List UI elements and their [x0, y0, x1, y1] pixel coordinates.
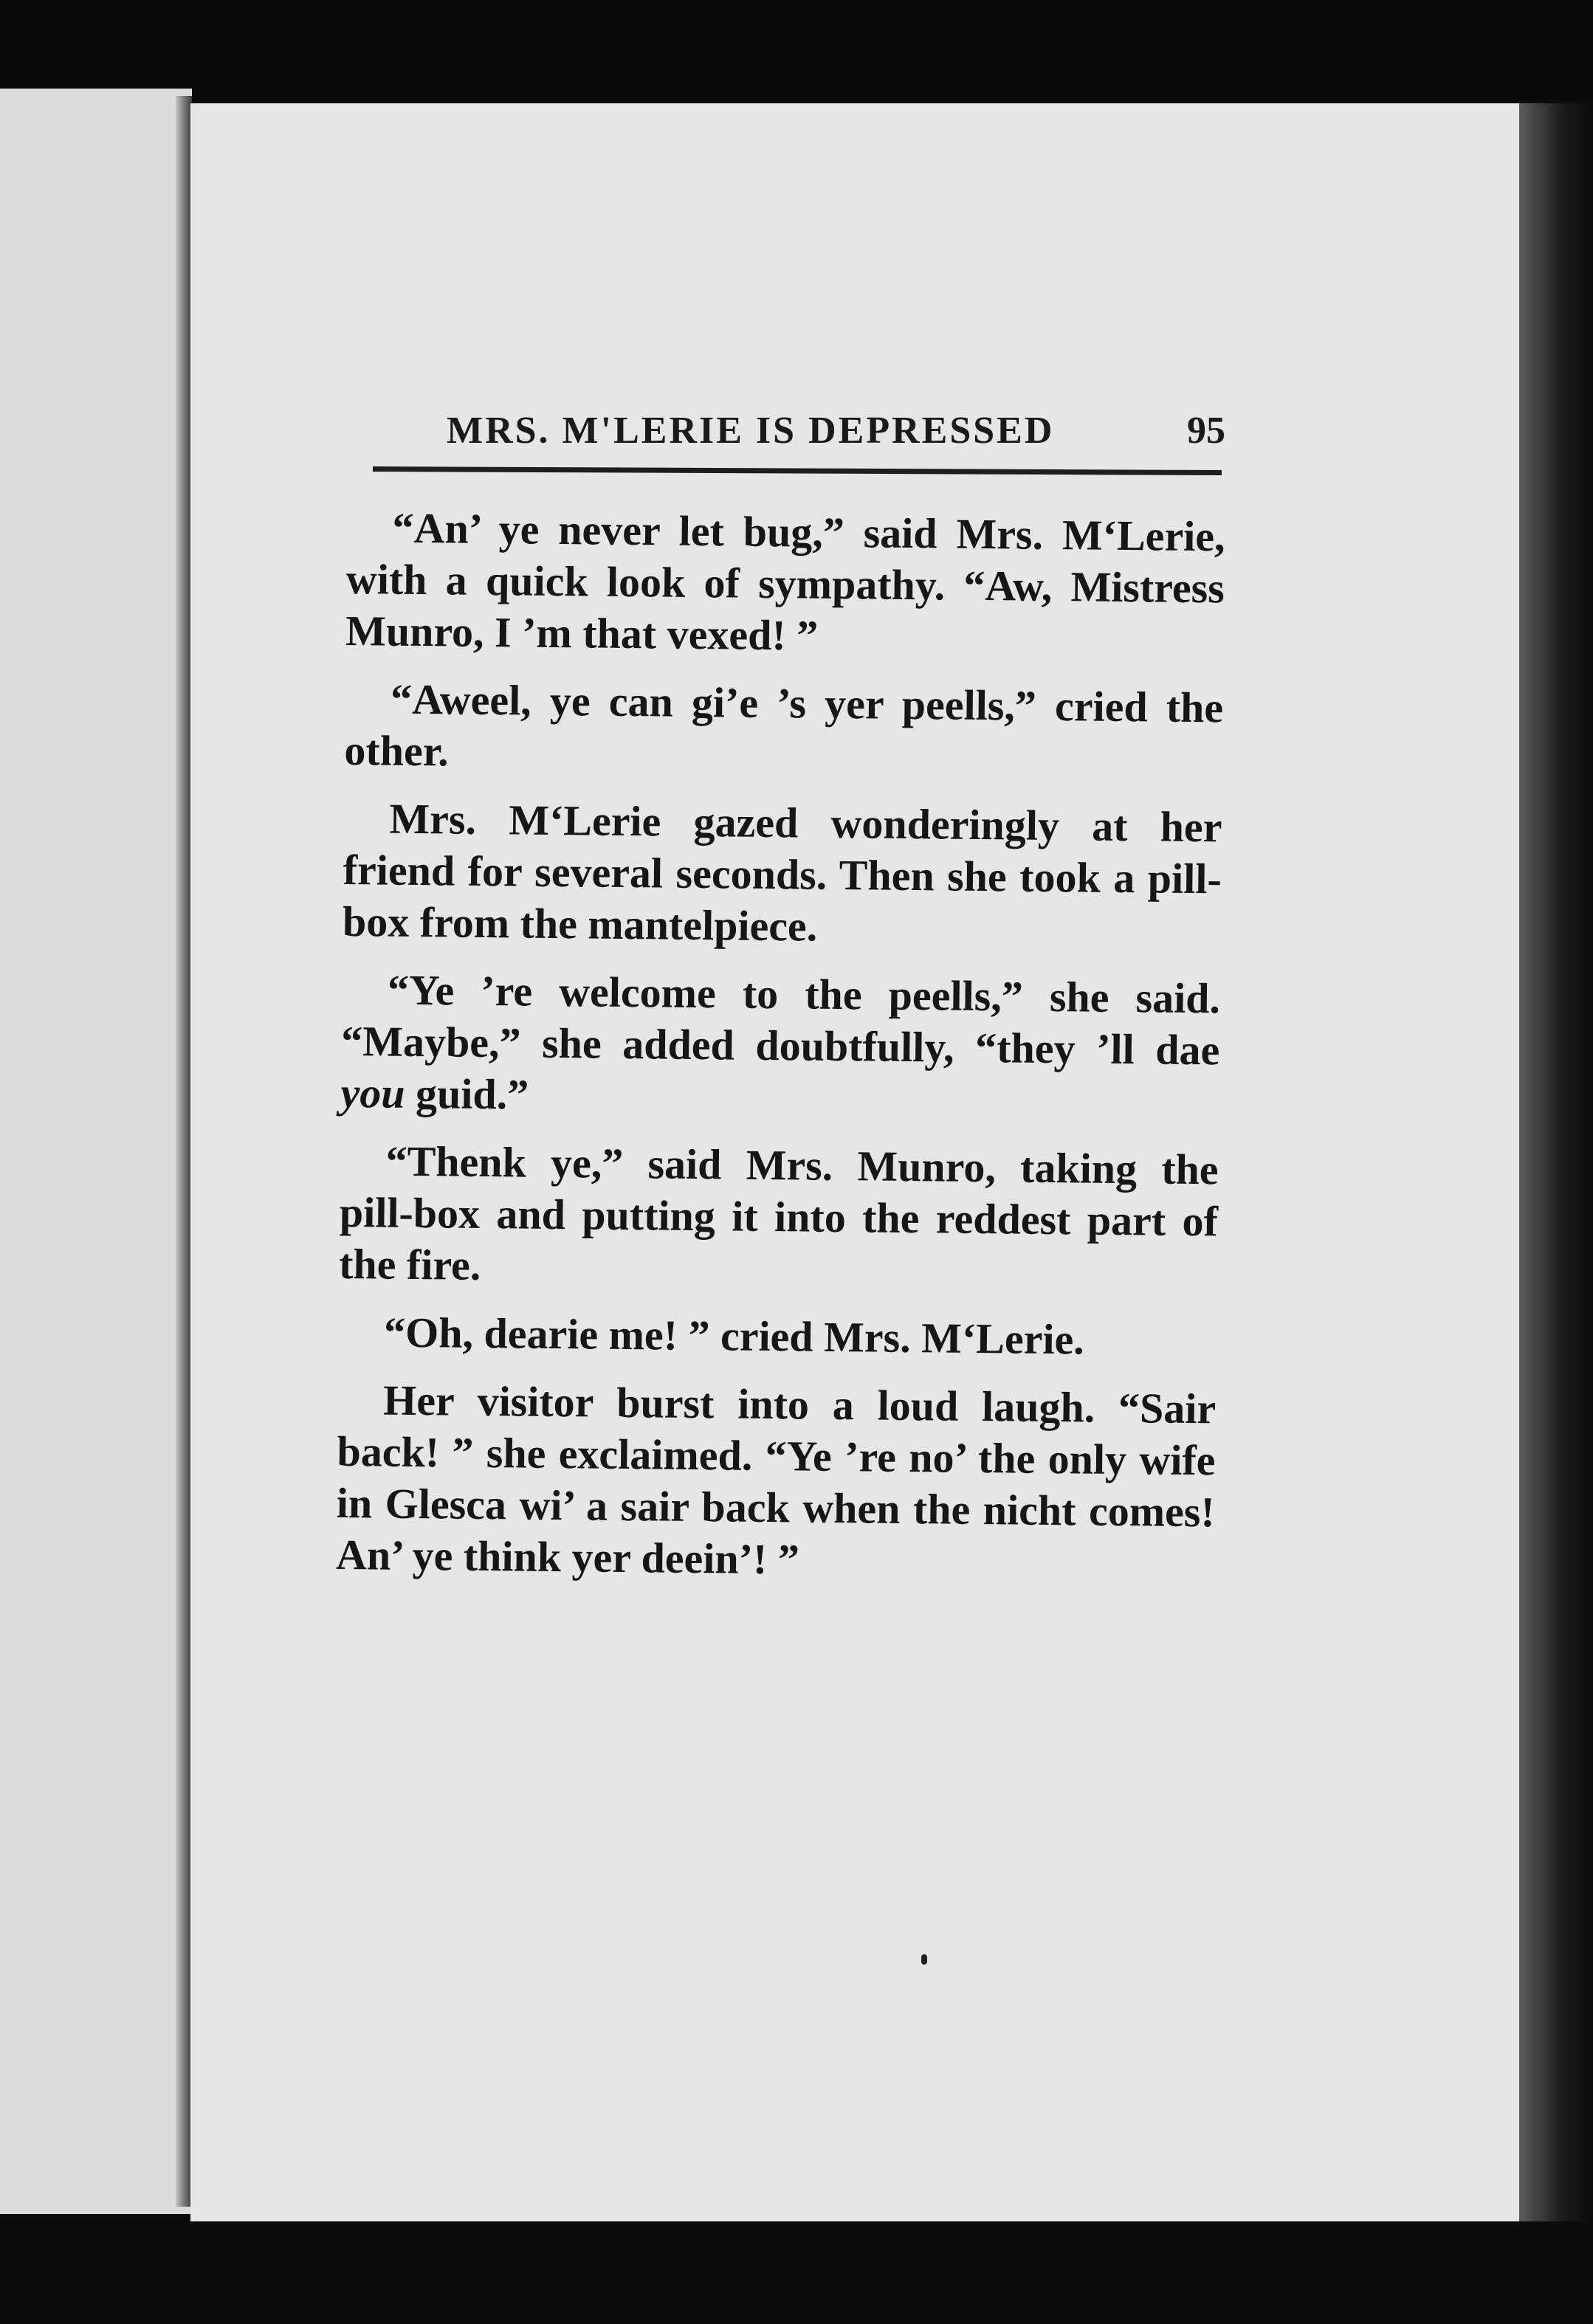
facing-page-edge — [0, 89, 192, 2214]
ink-speck — [921, 1954, 927, 1965]
paragraph — [340, 964, 1220, 1128]
paragraph-text: guid.” — [405, 1069, 529, 1119]
paragraph — [343, 793, 1222, 956]
paragraph-text: Her visitor burst into a loud laugh. “Sair back! ” she exclaimed. “Ye ’re no’ the only wife in Glesca wi’ a sair back when the nicht comes! An’ ye think yer deein’! ” — [335, 1376, 1217, 1584]
scan-bottom-border — [0, 2221, 1593, 2324]
paragraph-text: “An’ ye never let bug,” said Mrs. M‘Lerie, with a quick look of sympathy. “Aw, Mistress Munro, I ’m that vexed! ” — [345, 503, 1225, 660]
paragraph-text: “Oh, dearie me! ” cried Mrs. M‘Lerie. — [383, 1308, 1085, 1364]
page-number: 95 — [1187, 410, 1225, 452]
paragraph-text: “Thenk ye,” said Mrs. Munro, taking the pill-box and putting it into the reddest part of the fire. — [338, 1137, 1219, 1289]
paragraph-text: Mrs. M‘Lerie gazed wonderingly at her friend for several seconds. Then she took a pill-box from the mantelpiece. — [342, 794, 1222, 951]
running-head: MRS. M'LERIE IS DEPRESSED — [447, 410, 1055, 452]
page-header — [432, 404, 1225, 463]
paragraph-text: “Aweel, ye can gi’e ’s yer peells,” cried the other. — [344, 675, 1224, 776]
paragraph — [339, 1135, 1219, 1299]
paragraph — [338, 1306, 1217, 1367]
paragraph-text: “Ye ’re welcome to the peells,” she said. “Maybe,” she added doubtfully, “they ’ll dae — [341, 965, 1221, 1075]
emphasized-word: you — [340, 1068, 405, 1117]
paragraph — [344, 673, 1223, 785]
book-gutter — [176, 96, 192, 2207]
scan-top-border — [0, 0, 1593, 100]
paragraph — [345, 502, 1225, 666]
paragraph — [336, 1374, 1217, 1590]
body-text — [335, 502, 1225, 1606]
page-edge-shadow — [1519, 103, 1593, 2221]
